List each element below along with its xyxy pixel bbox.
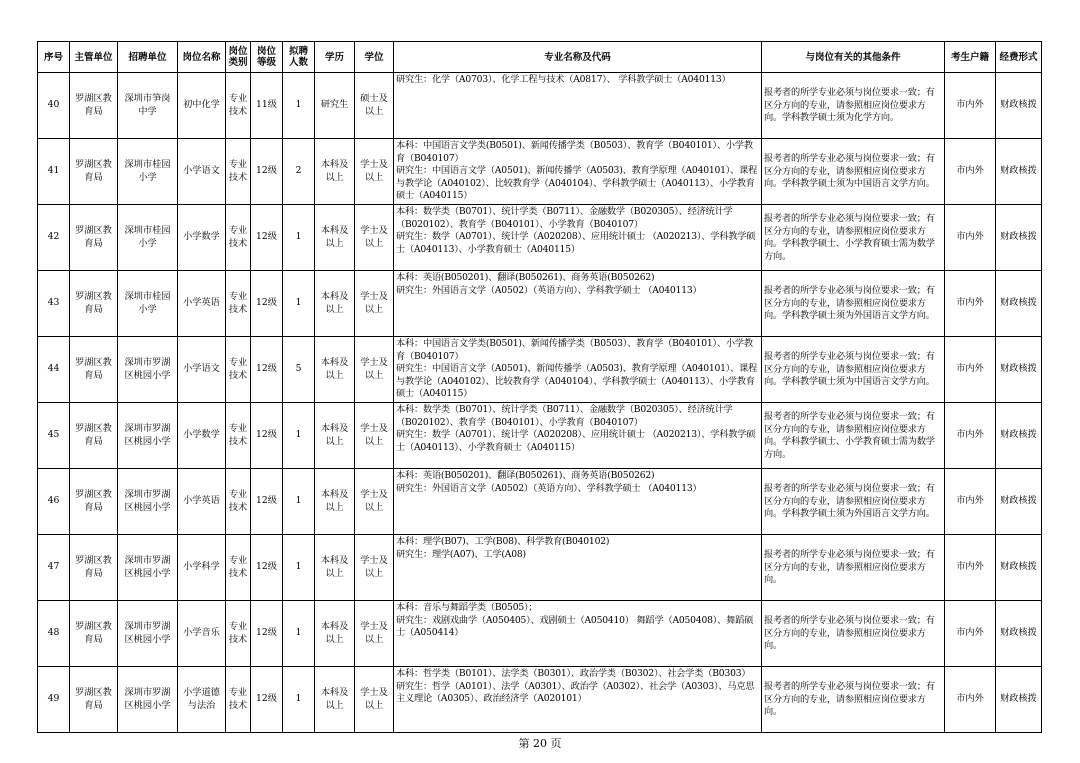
- cell-count: 2: [283, 139, 315, 205]
- header-no: 序号: [38, 42, 70, 73]
- cell-degree: 学士及以上: [355, 403, 394, 469]
- cell-category: 专业技术: [226, 205, 251, 271]
- cell-no: 42: [38, 205, 70, 271]
- cell-degree: 学士及以上: [355, 139, 394, 205]
- cell-count: 1: [283, 667, 315, 733]
- cell-education: 本科及以上: [315, 535, 355, 601]
- cell-major: 本科：中国语言文学类(B0501)、新闻传播学类（B0503）、教育学（B040101）、小学教育（B040107） 研究生：中国语言文学（A0501)、新闻传播学（A0503)、教育学原理（A040101）、课程与教学论（A040102）、比较教育学（A040104）、学科教学硕士（A040113）、小学教育硕士（A040115）: [394, 139, 762, 205]
- cell-dept: 罗湖区教育局: [70, 469, 118, 535]
- cell-level: 12级: [251, 337, 283, 403]
- cell-major: 本科：数学类（B0701）、统计学类（B0711）、金融数学（B020305）、经济统计学（B020102）、教育学（B040101）、小学教育（B040107） 研究生：数学（A0701）、统计学（A020208）、应用统计硕士 （A020213）、学科教学硕士（A040113）、小学教育硕士（A040115）: [394, 205, 762, 271]
- cell-no: 45: [38, 403, 70, 469]
- cell-education: 本科及以上: [315, 403, 355, 469]
- cell-position: 小学数学: [178, 403, 226, 469]
- cell-funding: 财政核拨: [996, 535, 1042, 601]
- cell-level: 12级: [251, 469, 283, 535]
- cell-funding: 财政核拨: [996, 403, 1042, 469]
- table-row: [38, 337, 1042, 403]
- cell-count: 1: [283, 271, 315, 337]
- cell-major: 本科：哲学类（B0101）、法学类（B0301）、政治学类（B0302）、社会学类（B0303） 研究生：哲学（A0101）、法学（A0301）、政治学（A0302）、社会学（A0303）、马克思主义理论（A0305）、政治经济学（A020101）: [394, 667, 762, 733]
- header-conditions: 与岗位有关的其他条件: [762, 42, 945, 73]
- cell-degree: 学士及以上: [355, 601, 394, 667]
- table-row: [38, 139, 1042, 205]
- cell-degree: 学士及以上: [355, 205, 394, 271]
- cell-major: 本科：英语(B050201)、翻译(B050261)、商务英语(B050262) 研究生：外国语言文学（A0502）（英语方向）、学科教学硕士 （A040113）: [394, 271, 762, 337]
- cell-no: 40: [38, 73, 70, 139]
- cell-position: 小学语文: [178, 337, 226, 403]
- cell-degree: 学士及以上: [355, 667, 394, 733]
- cell-education: 本科及以上: [315, 469, 355, 535]
- cell-category: 专业技术: [226, 469, 251, 535]
- cell-household: 市内外: [945, 667, 996, 733]
- cell-conditions: 报考者的所学专业必须与岗位要求一致；有区分方向的专业，请参照相应岗位要求方向。学科教学硕士、小学教育硕士需为数学方向。: [762, 403, 945, 469]
- header-position: 岗位名称: [178, 42, 226, 73]
- cell-no: 46: [38, 469, 70, 535]
- table-row: [38, 469, 1042, 535]
- cell-unit: 深圳市桂园小学: [118, 139, 178, 205]
- header-degree: 学位: [355, 42, 394, 73]
- cell-funding: 财政核拨: [996, 205, 1042, 271]
- cell-level: 12级: [251, 139, 283, 205]
- cell-dept: 罗湖区教育局: [70, 271, 118, 337]
- table-body: [38, 73, 1042, 733]
- cell-position: 初中化学: [178, 73, 226, 139]
- cell-unit: 深圳市罗湖区桃园小学: [118, 601, 178, 667]
- cell-household: 市内外: [945, 535, 996, 601]
- cell-position: 小学语文: [178, 139, 226, 205]
- cell-category: 专业技术: [226, 73, 251, 139]
- cell-unit: 深圳市罗湖区桃园小学: [118, 535, 178, 601]
- cell-education: 本科及以上: [315, 205, 355, 271]
- cell-funding: 财政核拨: [996, 139, 1042, 205]
- cell-unit: 深圳市桂园小学: [118, 271, 178, 337]
- header-education: 学历: [315, 42, 355, 73]
- cell-degree: 学士及以上: [355, 271, 394, 337]
- cell-position: 小学英语: [178, 469, 226, 535]
- cell-degree: 学士及以上: [355, 469, 394, 535]
- cell-count: 1: [283, 601, 315, 667]
- cell-degree: 学士及以上: [355, 337, 394, 403]
- cell-household: 市内外: [945, 601, 996, 667]
- cell-household: 市内外: [945, 469, 996, 535]
- cell-funding: 财政核拨: [996, 337, 1042, 403]
- cell-funding: 财政核拨: [996, 469, 1042, 535]
- cell-count: 1: [283, 205, 315, 271]
- cell-education: 本科及以上: [315, 271, 355, 337]
- cell-count: 1: [283, 403, 315, 469]
- header-row: [38, 42, 1042, 73]
- cell-no: 47: [38, 535, 70, 601]
- header-count: 拟聘人数: [283, 42, 315, 73]
- cell-conditions: 报考者的所学专业必须与岗位要求一致；有区分方向的专业，请参照相应岗位要求方向。: [762, 535, 945, 601]
- cell-dept: 罗湖区教育局: [70, 337, 118, 403]
- header-level: 岗位等级: [251, 42, 283, 73]
- cell-category: 专业技术: [226, 601, 251, 667]
- cell-count: 5: [283, 337, 315, 403]
- cell-level: 12级: [251, 205, 283, 271]
- cell-unit: 深圳市桂园小学: [118, 205, 178, 271]
- cell-conditions: 报考者的所学专业必须与岗位要求一致；有区分方向的专业，请参照相应岗位要求方向。: [762, 601, 945, 667]
- cell-major: 研究生：化学（A0703）、化学工程与技术（A0817）、 学科教学硕士（A040113）: [394, 73, 762, 139]
- cell-conditions: 报考者的所学专业必须与岗位要求一致；有区分方向的专业，请参照相应岗位要求方向。学科教学硕士须为外国语言文学方向。: [762, 469, 945, 535]
- cell-conditions: 报考者的所学专业必须与岗位要求一致；有区分方向的专业，请参照相应岗位要求方向。学科教学硕士须为化学方向。: [762, 73, 945, 139]
- cell-level: 12级: [251, 271, 283, 337]
- cell-funding: 财政核拨: [996, 73, 1042, 139]
- header-unit: 招聘单位: [118, 42, 178, 73]
- cell-major: 本科：音乐与舞蹈学类（B0505）； 研究生：戏剧戏曲学（A050405）、戏剧硕士（A050410） 舞蹈学（A050408）、舞蹈硕士（A050414）: [394, 601, 762, 667]
- table-row: [38, 271, 1042, 337]
- cell-level: 12级: [251, 601, 283, 667]
- cell-dept: 罗湖区教育局: [70, 601, 118, 667]
- cell-conditions: 报考者的所学专业必须与岗位要求一致；有区分方向的专业，请参照相应岗位要求方向。学科教学硕士须为中国语言文学方向。: [762, 337, 945, 403]
- cell-level: 11级: [251, 73, 283, 139]
- cell-major: 本科：中国语言文学类(B0501)、新闻传播学类（B0503）、教育学（B040101）、小学教育（B040107） 研究生：中国语言文学（A0501)、新闻传播学（A0503)、教育学原理（A040101）、课程与教学论（A040102）、比较教育学（A040104）、学科教学硕士（A040113）、小学教育硕士（A040115）: [394, 337, 762, 403]
- table-row: [38, 73, 1042, 139]
- cell-unit: 深圳市罗湖区桃园小学: [118, 403, 178, 469]
- cell-major: 本科：理学(B07)、工学(B08)、科学教育(B040102) 研究生：理学(A07)、工学(A08): [394, 535, 762, 601]
- cell-education: 研究生: [315, 73, 355, 139]
- cell-dept: 罗湖区教育局: [70, 73, 118, 139]
- cell-household: 市内外: [945, 205, 996, 271]
- header-category: 岗位类别: [226, 42, 251, 73]
- cell-count: 1: [283, 535, 315, 601]
- cell-category: 专业技术: [226, 535, 251, 601]
- recruitment-table: [37, 41, 1042, 733]
- cell-unit: 深圳市笋岗中学: [118, 73, 178, 139]
- cell-unit: 深圳市罗湖区桃园小学: [118, 337, 178, 403]
- cell-education: 本科及以上: [315, 667, 355, 733]
- cell-degree: 学士及以上: [355, 535, 394, 601]
- cell-major: 本科：数学类（B0701）、统计学类（B0711）、金融数学（B020305）、经济统计学（B020102）、教育学（B040101）、小学教育（B040107） 研究生：数学（A0701）、统计学（A020208）、应用统计硕士 （A020213）、学科教学硕士（A040113）、小学教育硕士（A040115）: [394, 403, 762, 469]
- cell-conditions: 报考者的所学专业必须与岗位要求一致；有区分方向的专业，请参照相应岗位要求方向。学科教学硕士须为外国语言文学方向。: [762, 271, 945, 337]
- cell-no: 48: [38, 601, 70, 667]
- header-funding: 经费形式: [996, 42, 1042, 73]
- cell-category: 专业技术: [226, 667, 251, 733]
- header-household: 考生户籍: [945, 42, 996, 73]
- cell-count: 1: [283, 469, 315, 535]
- cell-dept: 罗湖区教育局: [70, 139, 118, 205]
- cell-position: 小学科学: [178, 535, 226, 601]
- cell-dept: 罗湖区教育局: [70, 535, 118, 601]
- cell-funding: 财政核拨: [996, 271, 1042, 337]
- table-row: [38, 403, 1042, 469]
- cell-position: 小学英语: [178, 271, 226, 337]
- cell-no: 41: [38, 139, 70, 205]
- header-major: 专业名称及代码: [394, 42, 762, 73]
- table-row: [38, 205, 1042, 271]
- cell-no: 49: [38, 667, 70, 733]
- cell-education: 本科及以上: [315, 601, 355, 667]
- cell-education: 本科及以上: [315, 139, 355, 205]
- cell-dept: 罗湖区教育局: [70, 667, 118, 733]
- cell-dept: 罗湖区教育局: [70, 205, 118, 271]
- cell-category: 专业技术: [226, 337, 251, 403]
- table-row: [38, 535, 1042, 601]
- cell-conditions: 报考者的所学专业必须与岗位要求一致；有区分方向的专业，请参照相应岗位要求方向。: [762, 667, 945, 733]
- cell-category: 专业技术: [226, 139, 251, 205]
- cell-position: 小学音乐: [178, 601, 226, 667]
- cell-unit: 深圳市罗湖区桃园小学: [118, 469, 178, 535]
- cell-household: 市内外: [945, 139, 996, 205]
- cell-position: 小学道德与法治: [178, 667, 226, 733]
- table-row: [38, 601, 1042, 667]
- cell-major: 本科：英语(B050201)、翻译(B050261)、商务英语(B050262) 研究生：外国语言文学（A0502）（英语方向）、学科教学硕士 （A040113）: [394, 469, 762, 535]
- cell-degree: 硕士及以上: [355, 73, 394, 139]
- cell-education: 本科及以上: [315, 337, 355, 403]
- table-row: [38, 667, 1042, 733]
- cell-no: 43: [38, 271, 70, 337]
- cell-no: 44: [38, 337, 70, 403]
- cell-level: 12级: [251, 667, 283, 733]
- cell-dept: 罗湖区教育局: [70, 403, 118, 469]
- cell-funding: 财政核拨: [996, 601, 1042, 667]
- cell-level: 12级: [251, 403, 283, 469]
- page-number: 第 20 页: [518, 737, 562, 750]
- cell-household: 市内外: [945, 403, 996, 469]
- cell-conditions: 报考者的所学专业必须与岗位要求一致；有区分方向的专业，请参照相应岗位要求方向。学科教学硕士须为中国语言文学方向。: [762, 139, 945, 205]
- cell-count: 1: [283, 73, 315, 139]
- cell-conditions: 报考者的所学专业必须与岗位要求一致；有区分方向的专业，请参照相应岗位要求方向。学科教学硕士、小学教育硕士需为数学方向。: [762, 205, 945, 271]
- cell-household: 市内外: [945, 271, 996, 337]
- cell-category: 专业技术: [226, 271, 251, 337]
- cell-unit: 深圳市罗湖区桃园小学: [118, 667, 178, 733]
- cell-funding: 财政核拨: [996, 667, 1042, 733]
- cell-household: 市内外: [945, 337, 996, 403]
- cell-position: 小学数学: [178, 205, 226, 271]
- cell-household: 市内外: [945, 73, 996, 139]
- cell-category: 专业技术: [226, 403, 251, 469]
- cell-level: 12级: [251, 535, 283, 601]
- header-dept: 主管单位: [70, 42, 118, 73]
